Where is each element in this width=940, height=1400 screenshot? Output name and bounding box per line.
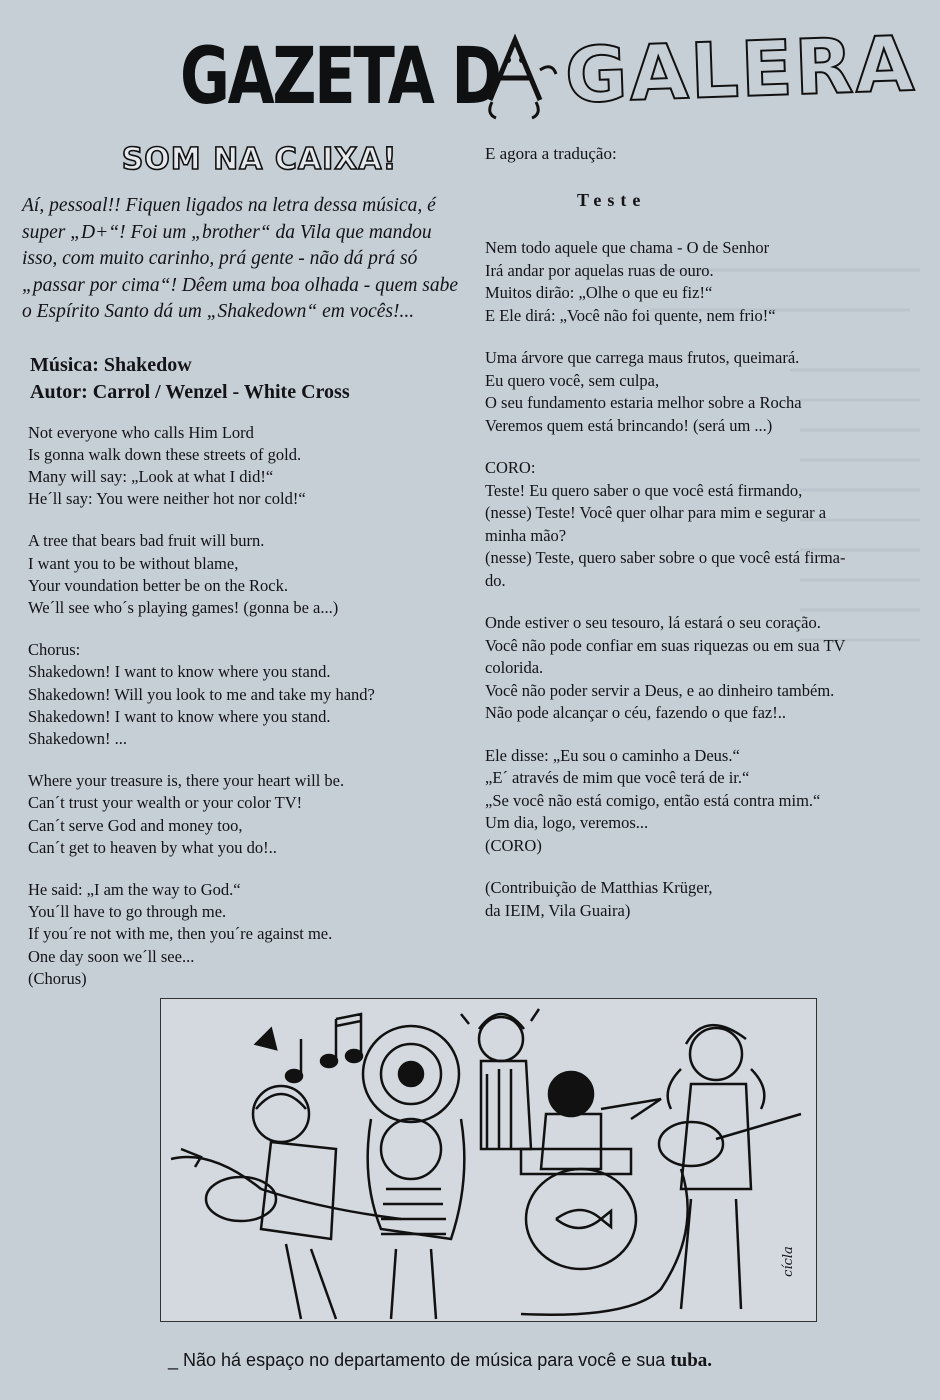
cartoon-drawing: [161, 999, 816, 1321]
lyric-line: do.: [485, 570, 506, 590]
lyric-line: Shakedown! I want to know where you stand.: [28, 706, 331, 726]
lyric-line: Veremos quem está brincando! (será um ...): [485, 415, 773, 435]
music-line: Música: Shakedow: [30, 353, 192, 376]
masthead-doodle-icon: [470, 30, 560, 125]
lyric-line: Você não pode confiar em suas riquezas ou em sua TV: [485, 635, 846, 655]
credit-line: da IEIM, Vila Guaira): [485, 900, 631, 920]
lyric-line: Shakedown! I want to know where you stand.: [28, 662, 331, 682]
lyric-line: CORO:: [485, 458, 536, 477]
lyric-line: Shakedown! Will you look to me and take my hand?: [28, 684, 375, 704]
lyric-line: He´ll say: You were neither hot nor cold!“: [28, 489, 306, 509]
lyric-line: A tree that bears bad fruit will burn.: [28, 531, 265, 551]
lyrics-portuguese: [485, 237, 905, 922]
lyric-line: If you´re not with me, then you´re against me.: [28, 924, 333, 944]
lyric-line: Your voundation better be on the Rock.: [28, 575, 288, 595]
lyric-line: Can´t get to heaven by what you do!..: [28, 837, 277, 857]
lyric-line: Não pode alcançar o céu, fazendo o que faz!..: [485, 703, 786, 722]
masthead-galera: GALERA: [563, 18, 918, 121]
lyric-line: One day soon we´ll see...: [28, 946, 195, 966]
intro-paragraph: Aí, pessoal!! Fiquen ligados na letra dessa música, é super „D+“! Foi um „brother“ da Vila que mandou isso, com muito carinho, prá gente - não dá prá só „passar por cima“! Dêem uma boa olhada - quem sabe o Espírito Santo dá um „Shakedown“ em vocês!...: [22, 195, 459, 322]
lyric-line: „E´ através de mim que você terá de ir.“: [485, 768, 750, 787]
stanza: [485, 237, 905, 327]
lyric-line: Eu quero você, sem culpa,: [485, 370, 660, 390]
lyric-line: (nesse) Teste! Você quer olhar para mim e segurar a: [485, 503, 827, 522]
lyric-line: You´ll have to go through me.: [28, 902, 227, 922]
lyric-line: Many will say: „Look at what I did!“: [28, 466, 274, 486]
lyric-line: (Chorus): [28, 968, 87, 988]
caption-accent-word: tuba.: [670, 1350, 713, 1371]
section-title: SOM NA CAIXA!: [121, 142, 398, 177]
cartoon-caption: [168, 1350, 868, 1372]
guitarist-left-figure: [171, 1086, 401, 1319]
lyric-line: Teste! Eu quero saber o que você está firmando,: [485, 480, 803, 500]
lyric-line: „Se você não está comigo, então está contra mim.“: [485, 790, 821, 810]
lyric-line: Um dia, logo, veremos...: [485, 813, 649, 832]
lyric-line: colorida.: [485, 658, 544, 677]
lyric-line: Irá andar por aquelas ruas de ouro.: [485, 260, 714, 280]
stanza: [28, 639, 467, 750]
music-note-icon: [256, 1014, 362, 1082]
lyric-line: E Ele dirá: „Você não foi quente, nem frio!“: [485, 305, 776, 325]
lyric-line: Not everyone who calls Him Lord: [28, 422, 254, 442]
lyric-line: minha mão?: [485, 525, 567, 545]
lyric-line: Ele disse: „Eu sou o caminho a Deus.“: [485, 745, 740, 765]
contribution-credit: [485, 877, 905, 922]
lyric-line: O seu fundamento estaria melhor sobre a Rocha: [485, 393, 802, 412]
lyric-line: Can´t trust your wealth or your color TV!: [28, 793, 303, 813]
masthead-title: GAZETA D: [180, 32, 500, 122]
lyric-line: (nesse) Teste, quero saber sobre o que você está firma-: [485, 548, 846, 567]
left-column: [22, 140, 467, 1010]
band-cartoon: [160, 998, 817, 1322]
stanza: [485, 457, 905, 592]
song-meta: [30, 352, 467, 406]
right-column: [485, 140, 905, 942]
stanza: [28, 422, 467, 511]
lyric-line: Can´t serve God and money too,: [28, 815, 243, 835]
lyric-line: He said: „I am the way to God.“: [28, 879, 241, 899]
lyric-line: Muitos dirão: „Olhe o que eu fiz!“: [485, 283, 713, 302]
stanza: [28, 879, 467, 990]
stanza: [485, 745, 905, 858]
credit-line: (Contribuição de Matthias Krüger,: [485, 878, 713, 897]
lyric-line: Where your treasure is, there your heart will be.: [28, 771, 345, 791]
lyric-line: (CORO): [485, 835, 542, 855]
stanza: [485, 612, 905, 725]
tuba-player-figure: [363, 1026, 464, 1319]
lyric-line: Onde estiver o seu tesouro, lá estará o seu coração.: [485, 613, 821, 632]
stanza: [28, 770, 467, 859]
lyrics-english: [22, 422, 467, 990]
author-line: Autor: Carrol / Wenzel - White Cross: [30, 380, 350, 403]
masthead: [180, 18, 918, 140]
lyric-line: Uma árvore que carrega maus frutos, queimará.: [485, 348, 800, 367]
lyric-line: Shakedown! ...: [28, 728, 127, 748]
drummer-figure: [521, 1072, 661, 1269]
translation-title: Teste: [577, 190, 647, 210]
lyric-line: Nem todo aquele que chama - O de Senhor: [485, 238, 770, 257]
stanza: [485, 347, 905, 437]
lyric-line: Chorus:: [28, 640, 81, 660]
translation-heading: E agora a tradução:: [485, 144, 617, 163]
singer-figure: [461, 1009, 539, 1149]
lyric-line: We´ll see who´s playing games! (gonna be a...): [28, 597, 339, 617]
lyric-line: Is gonna walk down these streets of gold.: [28, 444, 302, 464]
lyric-line: Você não poder servir a Deus, e ao dinheiro também.: [485, 680, 835, 700]
caption-text: _ Não há espaço no departamento de música para você e sua: [168, 1350, 666, 1370]
artist-signature: cícla: [780, 1246, 796, 1277]
lyric-line: I want you to be without blame,: [28, 553, 239, 573]
stanza: [28, 530, 467, 619]
